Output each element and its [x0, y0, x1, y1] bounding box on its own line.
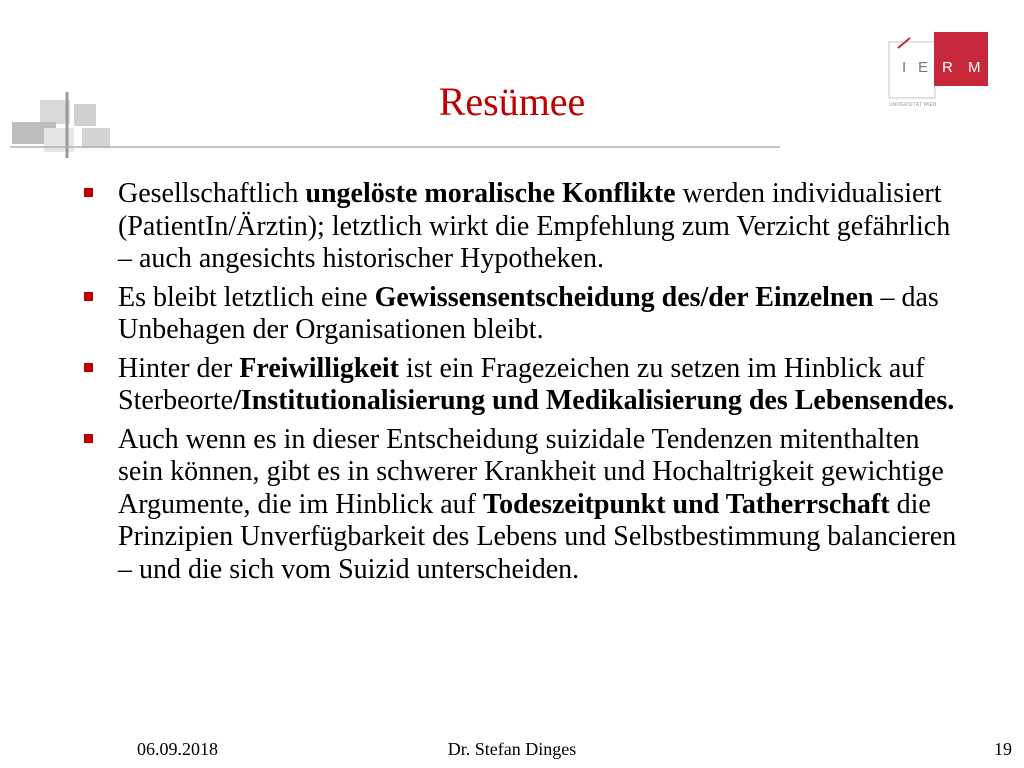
- bullet-square-icon: [84, 363, 93, 372]
- bullet-item: [80, 424, 960, 587]
- bullet-text: die Prinzipien Unverfügbarkeit des Lebens und Selbstbestimmung balancieren – und die sich vom Suizid unterscheiden.: [118, 488, 957, 585]
- bullet-text: werden individualisiert (PatientIn/Ärztin); letztlich wirkt die Empfehlung zum Verzicht gefährlich – auch angesichts historischer Hypotheken.: [118, 178, 951, 274]
- logo-letter-r: R: [942, 59, 953, 76]
- bullet-text-bold: /Institutionalisierung und Medikalisierung des Lebensendes.: [233, 385, 955, 416]
- bullet-square-icon: [84, 434, 93, 443]
- logo-caption: UNIVERSITÄT WIEN: [889, 102, 937, 108]
- bullet-text: Hinter der: [118, 352, 240, 384]
- bullet-text-bold: Gewissensentscheidung des/der Einzelnen: [374, 281, 874, 313]
- bullet-text: ist ein Fragezeichen zu setzen im Hinblick auf Sterbeorte: [118, 352, 925, 416]
- logo-letter-e: E: [918, 59, 929, 76]
- slide-title: Resümee: [438, 79, 586, 124]
- bullet-text: – das Unbehagen der Organisationen bleibt.: [118, 281, 939, 345]
- ierm-logo: [884, 30, 994, 108]
- bullet-text-bold: ungelöste moralische Konflikte: [305, 178, 676, 209]
- logo-letter-i: I: [902, 59, 907, 76]
- footer-date: 06.09.2018: [137, 739, 218, 759]
- footer-author: Dr. Stefan Dinges: [447, 739, 577, 759]
- bullet-text: Gesellschaftlich: [118, 178, 306, 209]
- bullet-text: Auch wenn es in dieser Entscheidung suizidale Tendenzen mitenthalten sein können, gibt es in schwerer Krankheit und Hochaltrigkeit gewichtige Argumente, die im Hinblick auf: [118, 423, 944, 520]
- bullet-item: [80, 282, 960, 347]
- slide-number: 19: [994, 739, 1012, 759]
- bullet-square-icon: [84, 188, 93, 197]
- bullet-text-bold: Freiwilligkeit: [239, 352, 399, 384]
- bullet-list: [80, 178, 960, 592]
- logo-letter-m: M: [968, 59, 981, 76]
- bullet-text-bold: Todeszeitpunkt und Tatherrschaft: [482, 488, 890, 520]
- bullet-text: Es bleibt letztlich eine: [118, 281, 375, 313]
- bullet-square-icon: [84, 292, 93, 301]
- bullet-item: [80, 353, 960, 418]
- bullet-item: [80, 178, 960, 276]
